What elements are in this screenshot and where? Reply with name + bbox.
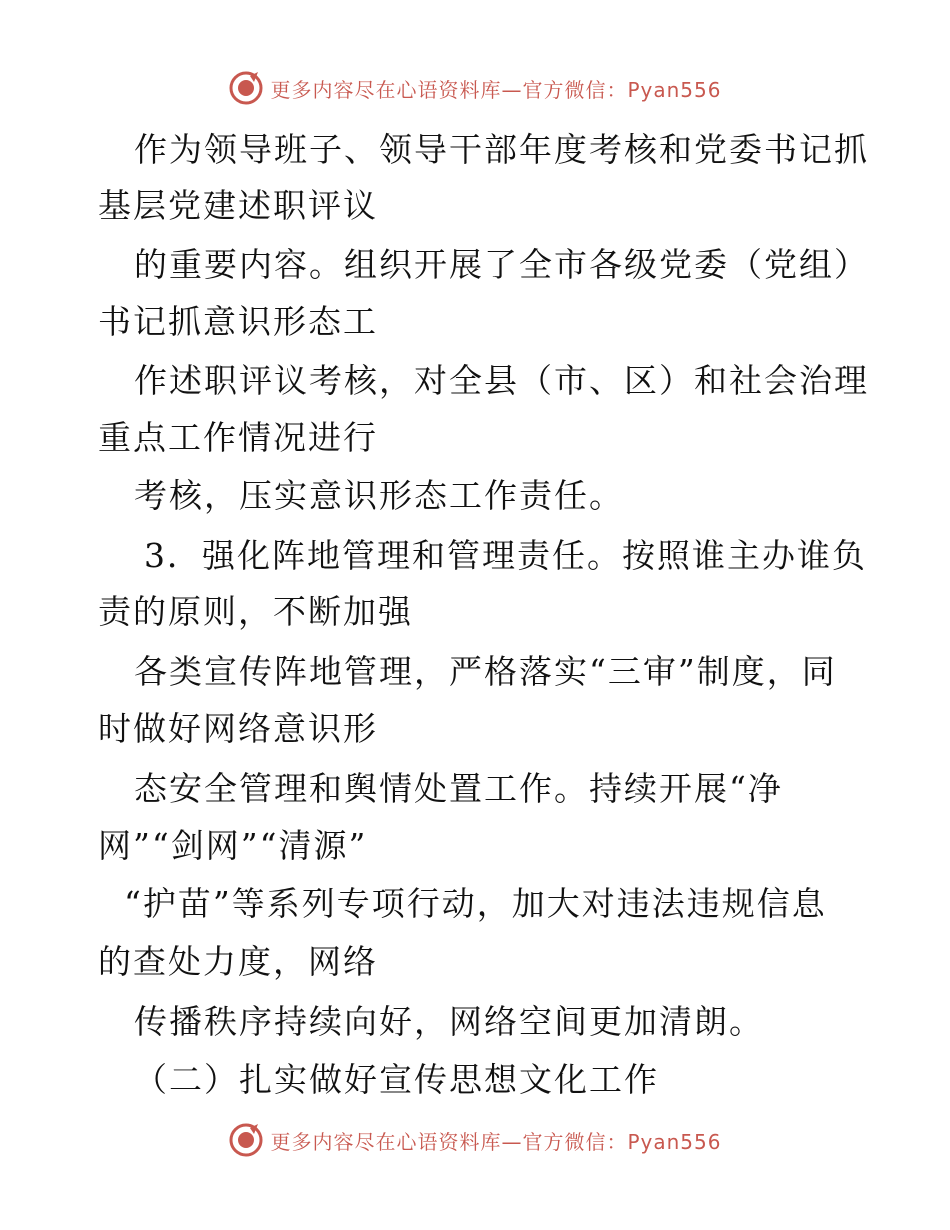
body-line: 3．强化阵地管理和管理责任。按照谁主办谁负 (144, 536, 867, 575)
body-line: 的查处力度，网络 (98, 942, 378, 981)
body-line: 各类宣传阵地管理，严格落实“三审”制度，同 (134, 652, 837, 691)
body-line: 的重要内容。组织开展了全市各级党委（党组） (134, 245, 869, 284)
body-line: 态安全管理和舆情处置工作。持续开展“净 (134, 769, 783, 808)
seal-logo-icon (228, 70, 264, 106)
watermark-text: 更多内容尽在心语资料库—官方微信：Pyan556 (270, 77, 722, 102)
body-line: “护苗”等系列专项行动，加大对违法违规信息 (124, 884, 827, 923)
watermark-text: 更多内容尽在心语资料库—官方微信：Pyan556 (270, 1129, 722, 1154)
body-line: 基层党建述职评议 (98, 186, 378, 225)
body-line: 重点工作情况进行 (98, 418, 378, 457)
watermark-footer (0, 1120, 950, 1160)
body-line: 传播秩序持续向好，网络空间更加清朗。 (134, 1002, 764, 1041)
body-line: 作述职评议考核，对全县（市、区）和社会治理 (134, 361, 869, 400)
body-line: 时做好网络意识形 (98, 709, 378, 748)
body-line: 责的原则，不断加强 (98, 592, 413, 631)
watermark-header (0, 68, 950, 108)
body-line: 书记抓意识形态工 (98, 302, 378, 341)
seal-logo-icon (228, 1122, 264, 1158)
body-line: 网”“剑网”“清源” (98, 826, 368, 865)
body-line: 考核，压实意识形态工作责任。 (134, 476, 624, 515)
section-heading: （二）扎实做好宣传思想文化工作 (134, 1060, 659, 1099)
body-line: 作为领导班子、领导干部年度考核和党委书记抓 (134, 130, 869, 169)
